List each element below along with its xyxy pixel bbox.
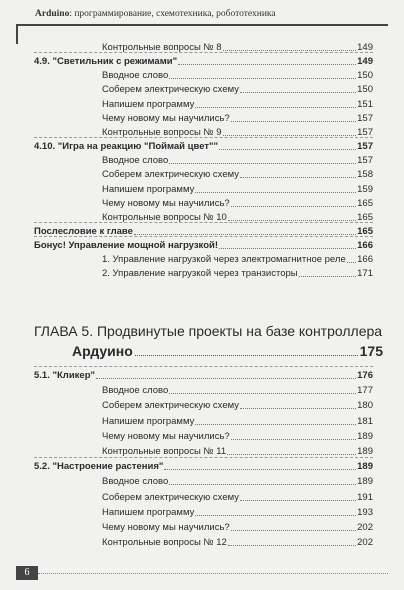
toc-entry-page: 166 xyxy=(357,254,373,265)
dot-leader xyxy=(228,220,356,221)
toc-entry xyxy=(102,492,373,503)
toc-entry-page: 165 xyxy=(357,198,373,209)
dot-leader xyxy=(195,192,356,193)
toc-entry-title: Соберем электрическую схему xyxy=(102,169,239,180)
toc-entry xyxy=(102,198,373,209)
chapter-leader xyxy=(135,355,358,356)
toc-entry-page: 193 xyxy=(357,507,373,518)
dot-leader xyxy=(195,107,356,108)
toc-entry-page: 165 xyxy=(357,212,373,223)
chapter-title: ГЛАВА 5. Продвинутые проекты на базе контроллера xyxy=(34,323,383,339)
toc-entry-page: 191 xyxy=(357,492,373,503)
toc-entry-page: 159 xyxy=(357,184,373,195)
section-separator xyxy=(34,222,373,223)
dot-leader xyxy=(240,92,356,93)
toc-entry xyxy=(102,476,373,487)
footer-rule xyxy=(38,573,388,574)
section-separator xyxy=(34,457,373,458)
toc-entry xyxy=(102,70,373,81)
toc-entry-title: Контрольные вопросы № 11 xyxy=(102,446,227,457)
dot-leader xyxy=(223,50,357,51)
toc-entry-title: 4.10. "Игра на реакцию "Поймай цвет"" xyxy=(34,141,219,152)
dot-leader xyxy=(223,135,357,136)
toc-entry-page: 202 xyxy=(357,537,373,548)
toc-entry-title: Контрольные вопросы № 12 xyxy=(102,537,227,548)
toc-entry-title: 5.2. "Настроение растения" xyxy=(34,461,164,472)
toc-entry-page: 189 xyxy=(357,446,373,457)
dot-leader xyxy=(240,408,356,409)
header-corner-rule xyxy=(16,24,18,44)
toc-entry xyxy=(102,254,373,265)
toc-entry-title: 2. Управление нагрузкой через транзисторы xyxy=(102,268,298,279)
dot-leader xyxy=(134,234,356,235)
toc-entry-title: Чему новому мы научились? xyxy=(102,113,230,124)
toc-entry-title: Напишем программу xyxy=(102,416,195,427)
toc-section-entry xyxy=(34,141,373,152)
section-separator xyxy=(34,236,373,237)
dot-leader xyxy=(169,163,356,164)
toc-entry xyxy=(102,522,373,533)
section-separator xyxy=(34,137,373,138)
toc-entry xyxy=(102,99,373,110)
toc-entry-title: Вводное слово xyxy=(102,70,169,81)
toc-entry-title: Напишем программу xyxy=(102,507,195,518)
toc-entry-title: Контрольные вопросы № 9 xyxy=(102,127,222,138)
toc-entry-page: 150 xyxy=(357,84,373,95)
dot-leader xyxy=(299,276,357,277)
toc-entry-page: 158 xyxy=(357,169,373,180)
toc-section-entry xyxy=(34,56,373,67)
dot-leader xyxy=(240,177,356,178)
dot-leader xyxy=(231,439,356,440)
toc-entry xyxy=(102,84,373,95)
dot-leader xyxy=(228,545,356,546)
toc-entry xyxy=(102,268,373,279)
toc-entry-page: 157 xyxy=(357,141,373,152)
toc-entry-title: 4.9. "Светильник с режимами" xyxy=(34,56,178,67)
toc-section-entry xyxy=(34,461,373,472)
dot-leader xyxy=(219,149,356,150)
toc-entry-page: 181 xyxy=(357,416,373,427)
toc-entry xyxy=(102,416,373,427)
toc-entry-page: 189 xyxy=(357,461,373,472)
toc-entry xyxy=(102,431,373,442)
toc-entry-title: Соберем электрическую схему xyxy=(102,84,239,95)
dot-leader xyxy=(231,530,356,531)
toc-entry xyxy=(102,537,373,548)
page-number: 6 xyxy=(16,566,38,580)
toc-entry-page: 176 xyxy=(357,370,373,381)
toc-entry-page: 180 xyxy=(357,400,373,411)
section-separator xyxy=(34,366,373,367)
toc-entry-page: 157 xyxy=(357,127,373,138)
toc-entry-page: 151 xyxy=(357,99,373,110)
toc-entry-title: Контрольные вопросы № 8 xyxy=(102,42,222,53)
toc-entry-title: Чему новому мы научились? xyxy=(102,522,230,533)
chapter-page: 175 xyxy=(359,343,383,359)
toc-entry-title: Вводное слово xyxy=(102,476,169,487)
toc-entry xyxy=(102,400,373,411)
dot-leader xyxy=(347,262,356,263)
toc-entry-title: Бонус! Управление мощной нагрузкой! xyxy=(34,240,218,251)
dot-leader xyxy=(96,378,356,379)
dot-leader xyxy=(169,78,356,79)
toc-entry-title: 5.1. "Кликер" xyxy=(34,370,96,381)
toc-entry-page: 150 xyxy=(357,70,373,81)
dot-leader xyxy=(219,248,356,249)
header-rule xyxy=(16,24,388,26)
header-brand: Arduino xyxy=(35,9,70,19)
toc-entry-page: 189 xyxy=(357,476,373,487)
section-separator xyxy=(34,52,373,53)
toc-entry-page: 166 xyxy=(357,240,373,251)
toc-entry-page: 157 xyxy=(357,155,373,166)
toc-entry-title: Напишем программу xyxy=(102,99,195,110)
toc-entry-page: 149 xyxy=(357,56,373,67)
toc-entry-page: 157 xyxy=(357,113,373,124)
toc-entry-title: Вводное слово xyxy=(102,155,169,166)
dot-leader xyxy=(240,500,356,501)
dot-leader xyxy=(227,454,356,455)
toc-entry-page: 177 xyxy=(357,385,373,396)
toc-entry xyxy=(102,113,373,124)
toc-entry-title: Соберем электрическую схему xyxy=(102,400,239,411)
toc-section-entry xyxy=(34,240,373,251)
toc-entry-title: Послесловие к главе xyxy=(34,226,133,237)
toc-entry xyxy=(102,446,373,457)
dot-leader xyxy=(169,393,356,394)
toc-entry-title: Напишем программу xyxy=(102,184,195,195)
running-header xyxy=(35,9,276,19)
chapter-title-cont: Ардуино xyxy=(72,343,133,359)
toc-entry-page: 171 xyxy=(357,268,373,279)
toc-entry-title: 1. Управление нагрузкой через электромагнитное реле xyxy=(102,254,346,265)
toc-section-entry xyxy=(34,370,373,381)
toc-entry xyxy=(102,184,373,195)
header-subtitle: : программирование, схемотехника, робототехника xyxy=(69,9,276,19)
toc-entry-page: 149 xyxy=(357,42,373,53)
dot-leader xyxy=(169,484,356,485)
toc-entry xyxy=(102,169,373,180)
dot-leader xyxy=(195,424,356,425)
dot-leader xyxy=(195,515,356,516)
toc-entry-title: Чему новому мы научились? xyxy=(102,431,230,442)
toc-entry xyxy=(102,155,373,166)
toc-entry xyxy=(102,385,373,396)
toc-entry-page: 202 xyxy=(357,522,373,533)
dot-leader xyxy=(178,64,356,65)
toc-entry-title: Чему новому мы научились? xyxy=(102,198,230,209)
toc-entry-title: Контрольные вопросы № 10 xyxy=(102,212,227,223)
dot-leader xyxy=(231,121,356,122)
toc-entry-page: 189 xyxy=(357,431,373,442)
dot-leader xyxy=(231,206,356,207)
toc-entry xyxy=(102,507,373,518)
dot-leader xyxy=(164,469,356,470)
toc-entry-page: 165 xyxy=(357,226,373,237)
chapter-title-row xyxy=(72,343,383,359)
toc-entry-title: Вводное слово xyxy=(102,385,169,396)
toc-entry-title: Соберем электрическую схему xyxy=(102,492,239,503)
